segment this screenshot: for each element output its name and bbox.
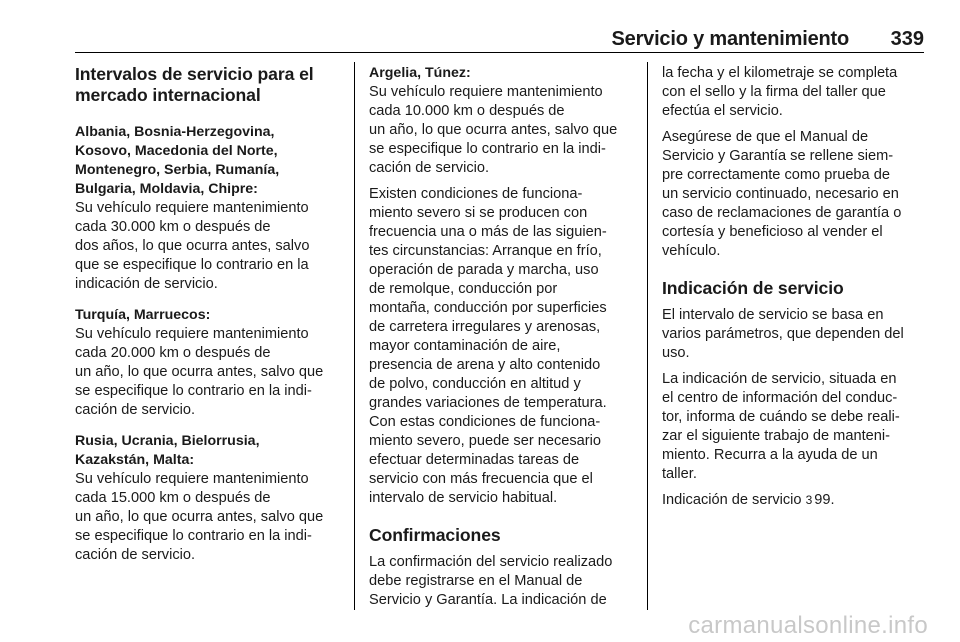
column-divider-1 [354,62,355,610]
column-divider-2 [647,62,648,610]
page-number: 339 [890,28,924,50]
region-body: Su vehículo requiere mantenimiento cada 20.000 km o después de un año, lo que ocurra antes, salvo que se especifique lo contrario en la indi- cación de servicio. [75,326,324,418]
confirmations-paragraph-continued: la fecha y el kilometraje se completa con el sello y la firma del taller que efectúa el servicio. [662,65,898,119]
confirmations-paragraph: La confirmación del servicio realizado debe registrarse en el Manual de Servicio y Garantía. La indicación de [369,554,613,608]
section-heading-confirmaciones: Confirmaciones [369,525,501,545]
region-block-argelia [369,64,635,178]
region-body: Su vehículo requiere mantenimiento cada 30.000 km o después de dos años, lo que ocurra antes, salvo que se especifique lo contrario en la indicación de servicio. [75,200,310,292]
region-body: Su vehículo requiere mantenimiento cada 10.000 km o después de un año, lo que ocurra antes, salvo que se especifique lo contrario en la indi- cación de servicio. [369,84,618,176]
region-block-turquia [75,306,341,420]
interval-paragraph: El intervalo de servicio se basa en varios parámetros, que dependen del uso. [662,307,904,361]
reference-arrow-icon: 3 [805,493,813,507]
watermark: carmanualsonline.info [688,612,928,639]
section-heading-international: Intervalos de servicio para el mercado internacional [75,64,314,105]
cross-reference-page: 99. [814,492,835,508]
region-title: Albania, Bosnia-Herzegovina, Kosovo, Macedonia del Norte, Montenegro, Serbia, Rumanía, Bulgaria, Moldavia, Chipre: [75,124,280,197]
chapter-title: Servicio y mantenimiento [611,28,849,50]
region-title: Rusia, Ucrania, Bielorrusia, Kazakstán, Malta: [75,433,260,468]
region-block-albania [75,123,341,294]
column-3 [662,64,928,510]
cross-reference[interactable] [662,491,928,510]
warranty-paragraph: Asegúrese de que el Manual de Servicio y Garantía se rellene siem- pre correctamente como prueba de un servicio continuado, necesario en caso de reclamaciones de garantía o cortesía y beneficioso al vender el vehículo. [662,129,902,259]
column-1 [75,64,341,565]
severe-conditions-paragraph: Existen condiciones de funciona- miento severo si se producen con frecuencia una o más de las siguien- tes circunstancias: Arranque en frío, operación de parada y marcha, uso de remolque, conducción por montaña, conducción por superficies de carretera irregulares y arenosas, mayor contaminación de aire, presencia de arena y alto contenido de polvo, conducción en altitud y grandes variaciones de temperatura. Con estas condiciones de funciona- miento severo, puede ser necesario efectuar determinadas tareas de servicio con más frecuencia que el intervalo de servicio habitual. [369,186,607,506]
cross-reference-text: Indicación de servicio [662,492,802,508]
region-body: Su vehículo requiere mantenimiento cada 15.000 km o después de un año, lo que ocurra antes, salvo que se especifique lo contrario en la indi- cación de servicio. [75,471,324,563]
indicator-paragraph: La indicación de servicio, situada en el centro de información del conduc- tor, informa de cuándo se debe reali- zar el siguiente trabajo de manteni- miento. Recurra a la ayuda de un taller. [662,371,900,482]
column-2 [369,64,635,610]
region-block-rusia [75,432,341,565]
section-heading-indicacion: Indicación de servicio [662,278,844,298]
region-title: Argelia, Túnez: [369,65,471,81]
region-title: Turquía, Marruecos: [75,307,211,323]
page-header [75,28,924,54]
header-rule [75,52,924,53]
